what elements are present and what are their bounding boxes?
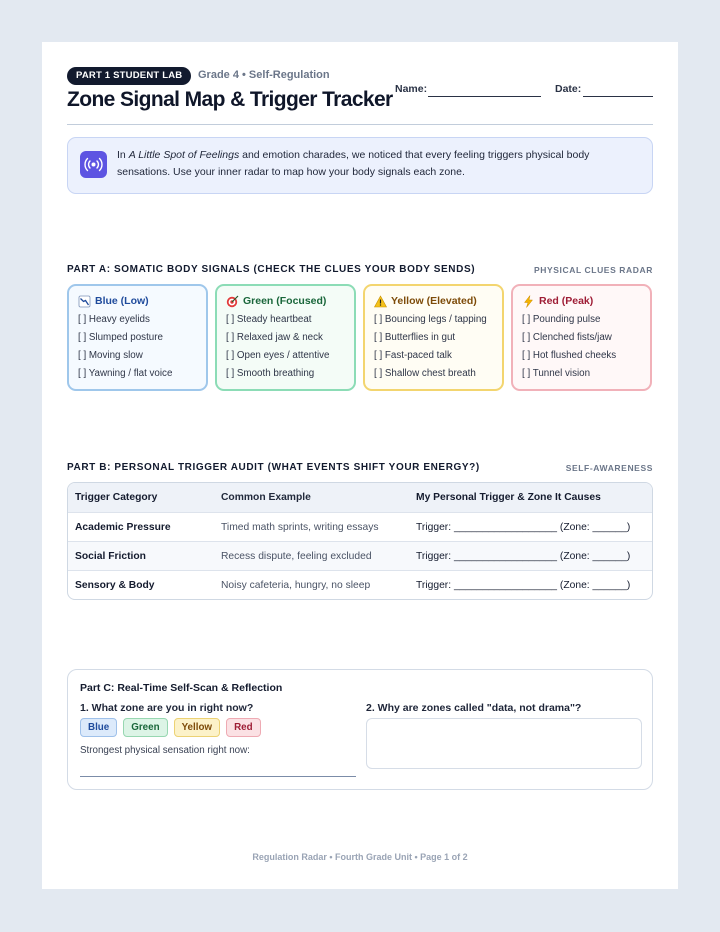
- zone-chip-yellow[interactable]: Yellow: [174, 718, 221, 737]
- page-title: Zone Signal Map & Trigger Tracker: [67, 88, 393, 111]
- signal-checkbox[interactable]: [ ] Clenched fists/jaw: [522, 332, 612, 343]
- column-header: Common Example: [221, 492, 311, 503]
- header: [67, 67, 653, 125]
- lightning-icon: [522, 295, 535, 308]
- trigger-category: Sensory & Body: [75, 580, 155, 591]
- part-a-title: PART A: SOMATIC BODY SIGNALS (CHECK THE CLUES YOUR BODY SENDS): [67, 264, 476, 275]
- date-label: Date:: [555, 83, 582, 95]
- signal-checkbox[interactable]: [ ] Shallow chest breath: [374, 368, 476, 379]
- trigger-entry-field[interactable]: Trigger: __________________ (Zone: ______): [416, 551, 631, 562]
- signal-checkbox[interactable]: [ ] Smooth breathing: [226, 368, 315, 379]
- signal-checkbox[interactable]: [ ] Heavy eyelids: [78, 314, 150, 325]
- signal-checkbox[interactable]: [ ] Yawning / flat voice: [78, 368, 173, 379]
- common-example: Noisy cafeteria, hungry, no sleep: [221, 580, 371, 591]
- zone-card-yellow: [363, 284, 504, 391]
- column-header: Trigger Category: [75, 492, 158, 503]
- name-label: Name:: [395, 83, 428, 95]
- zone-heading: [522, 293, 650, 309]
- zone-chip-group: [80, 718, 261, 737]
- signal-checkbox[interactable]: [ ] Open eyes / attentive: [226, 350, 330, 361]
- sensation-answer-line[interactable]: [80, 776, 356, 777]
- common-example: Timed math sprints, writing essays: [221, 522, 379, 533]
- worksheet-page: [42, 42, 678, 889]
- intro-callout: [67, 137, 653, 194]
- zone-name: Green (Focused): [243, 295, 327, 307]
- part-c-panel: [67, 669, 653, 790]
- zone-chip-green[interactable]: Green: [123, 718, 167, 737]
- trigger-category: Academic Pressure: [75, 522, 171, 533]
- signal-checkbox[interactable]: [ ] Pounding pulse: [522, 314, 601, 325]
- table-row: [68, 512, 652, 541]
- common-example: Recess dispute, feeling excluded: [221, 551, 372, 562]
- signal-checkbox[interactable]: [ ] Relaxed jaw & neck: [226, 332, 323, 343]
- page-footer: Regulation Radar • Fourth Grade Unit • Page 1 of 2: [252, 852, 468, 862]
- warning-icon: [374, 295, 387, 308]
- intro-text: In A Little Spot of Feelings and emotion charades, we noticed that every feeling triggers physical body sensations. Use your inner radar to map how your body signals each zone.: [117, 149, 590, 178]
- zone-name: Yellow (Elevated): [391, 295, 477, 307]
- column-header: My Personal Trigger & Zone It Causes: [416, 492, 601, 503]
- radar-signal-icon: [80, 151, 107, 178]
- zone-heading: [226, 293, 354, 309]
- table-row: [68, 541, 652, 570]
- signal-checkbox[interactable]: [ ] Bouncing legs / tapping: [374, 314, 487, 325]
- reflection-answer-box[interactable]: [366, 718, 642, 769]
- signal-checkbox[interactable]: [ ] Slumped posture: [78, 332, 163, 343]
- zone-cards: [67, 284, 653, 391]
- header-divider: [67, 124, 653, 125]
- zone-chip-red[interactable]: Red: [226, 718, 261, 737]
- zone-card-red: [511, 284, 652, 391]
- zone-chip-blue[interactable]: Blue: [80, 718, 117, 737]
- zone-name: Red (Peak): [539, 295, 594, 307]
- question-1: 1. What zone are you in right now?: [80, 702, 254, 714]
- part-b-tag: SELF-AWARENESS: [565, 463, 653, 473]
- grade-label: Grade 4 • Self-Regulation: [198, 69, 330, 81]
- signal-checkbox[interactable]: [ ] Moving slow: [78, 350, 143, 361]
- low-battery-chart-icon: [78, 295, 91, 308]
- zone-card-green: [215, 284, 356, 391]
- zone-heading: [78, 293, 206, 309]
- trigger-entry-field[interactable]: Trigger: __________________ (Zone: ______): [416, 580, 631, 591]
- date-field[interactable]: [583, 96, 653, 97]
- target-icon: [226, 295, 239, 308]
- signal-checkbox[interactable]: [ ] Tunnel vision: [522, 368, 591, 379]
- name-field[interactable]: [428, 96, 541, 97]
- table-row: [68, 570, 652, 599]
- part-b-title: PART B: PERSONAL TRIGGER AUDIT (WHAT EVENTS SHIFT YOUR ENERGY?): [67, 462, 480, 473]
- signal-checkbox[interactable]: [ ] Fast-paced talk: [374, 350, 452, 361]
- question-2: 2. Why are zones called "data, not drama"?: [366, 702, 582, 714]
- part-a-tag: PHYSICAL CLUES RADAR: [533, 265, 653, 275]
- trigger-entry-field[interactable]: Trigger: __________________ (Zone: ______): [416, 522, 631, 533]
- zone-name: Blue (Low): [95, 295, 149, 307]
- zone-card-blue: [67, 284, 208, 391]
- trigger-table: [67, 482, 653, 600]
- zone-heading: [374, 293, 502, 309]
- table-header-row: [68, 483, 652, 512]
- trigger-category: Social Friction: [75, 551, 146, 562]
- part-c-title: Part C: Real-Time Self-Scan & Reflection: [80, 682, 283, 694]
- signal-checkbox[interactable]: [ ] Steady heartbeat: [226, 314, 312, 325]
- part-badge: PART 1 STUDENT LAB: [67, 67, 191, 85]
- book-title: A Little Spot of Feelings: [128, 149, 240, 161]
- sensation-label: Strongest physical sensation right now:: [80, 745, 250, 756]
- signal-checkbox[interactable]: [ ] Hot flushed cheeks: [522, 350, 617, 361]
- signal-checkbox[interactable]: [ ] Butterflies in gut: [374, 332, 456, 343]
